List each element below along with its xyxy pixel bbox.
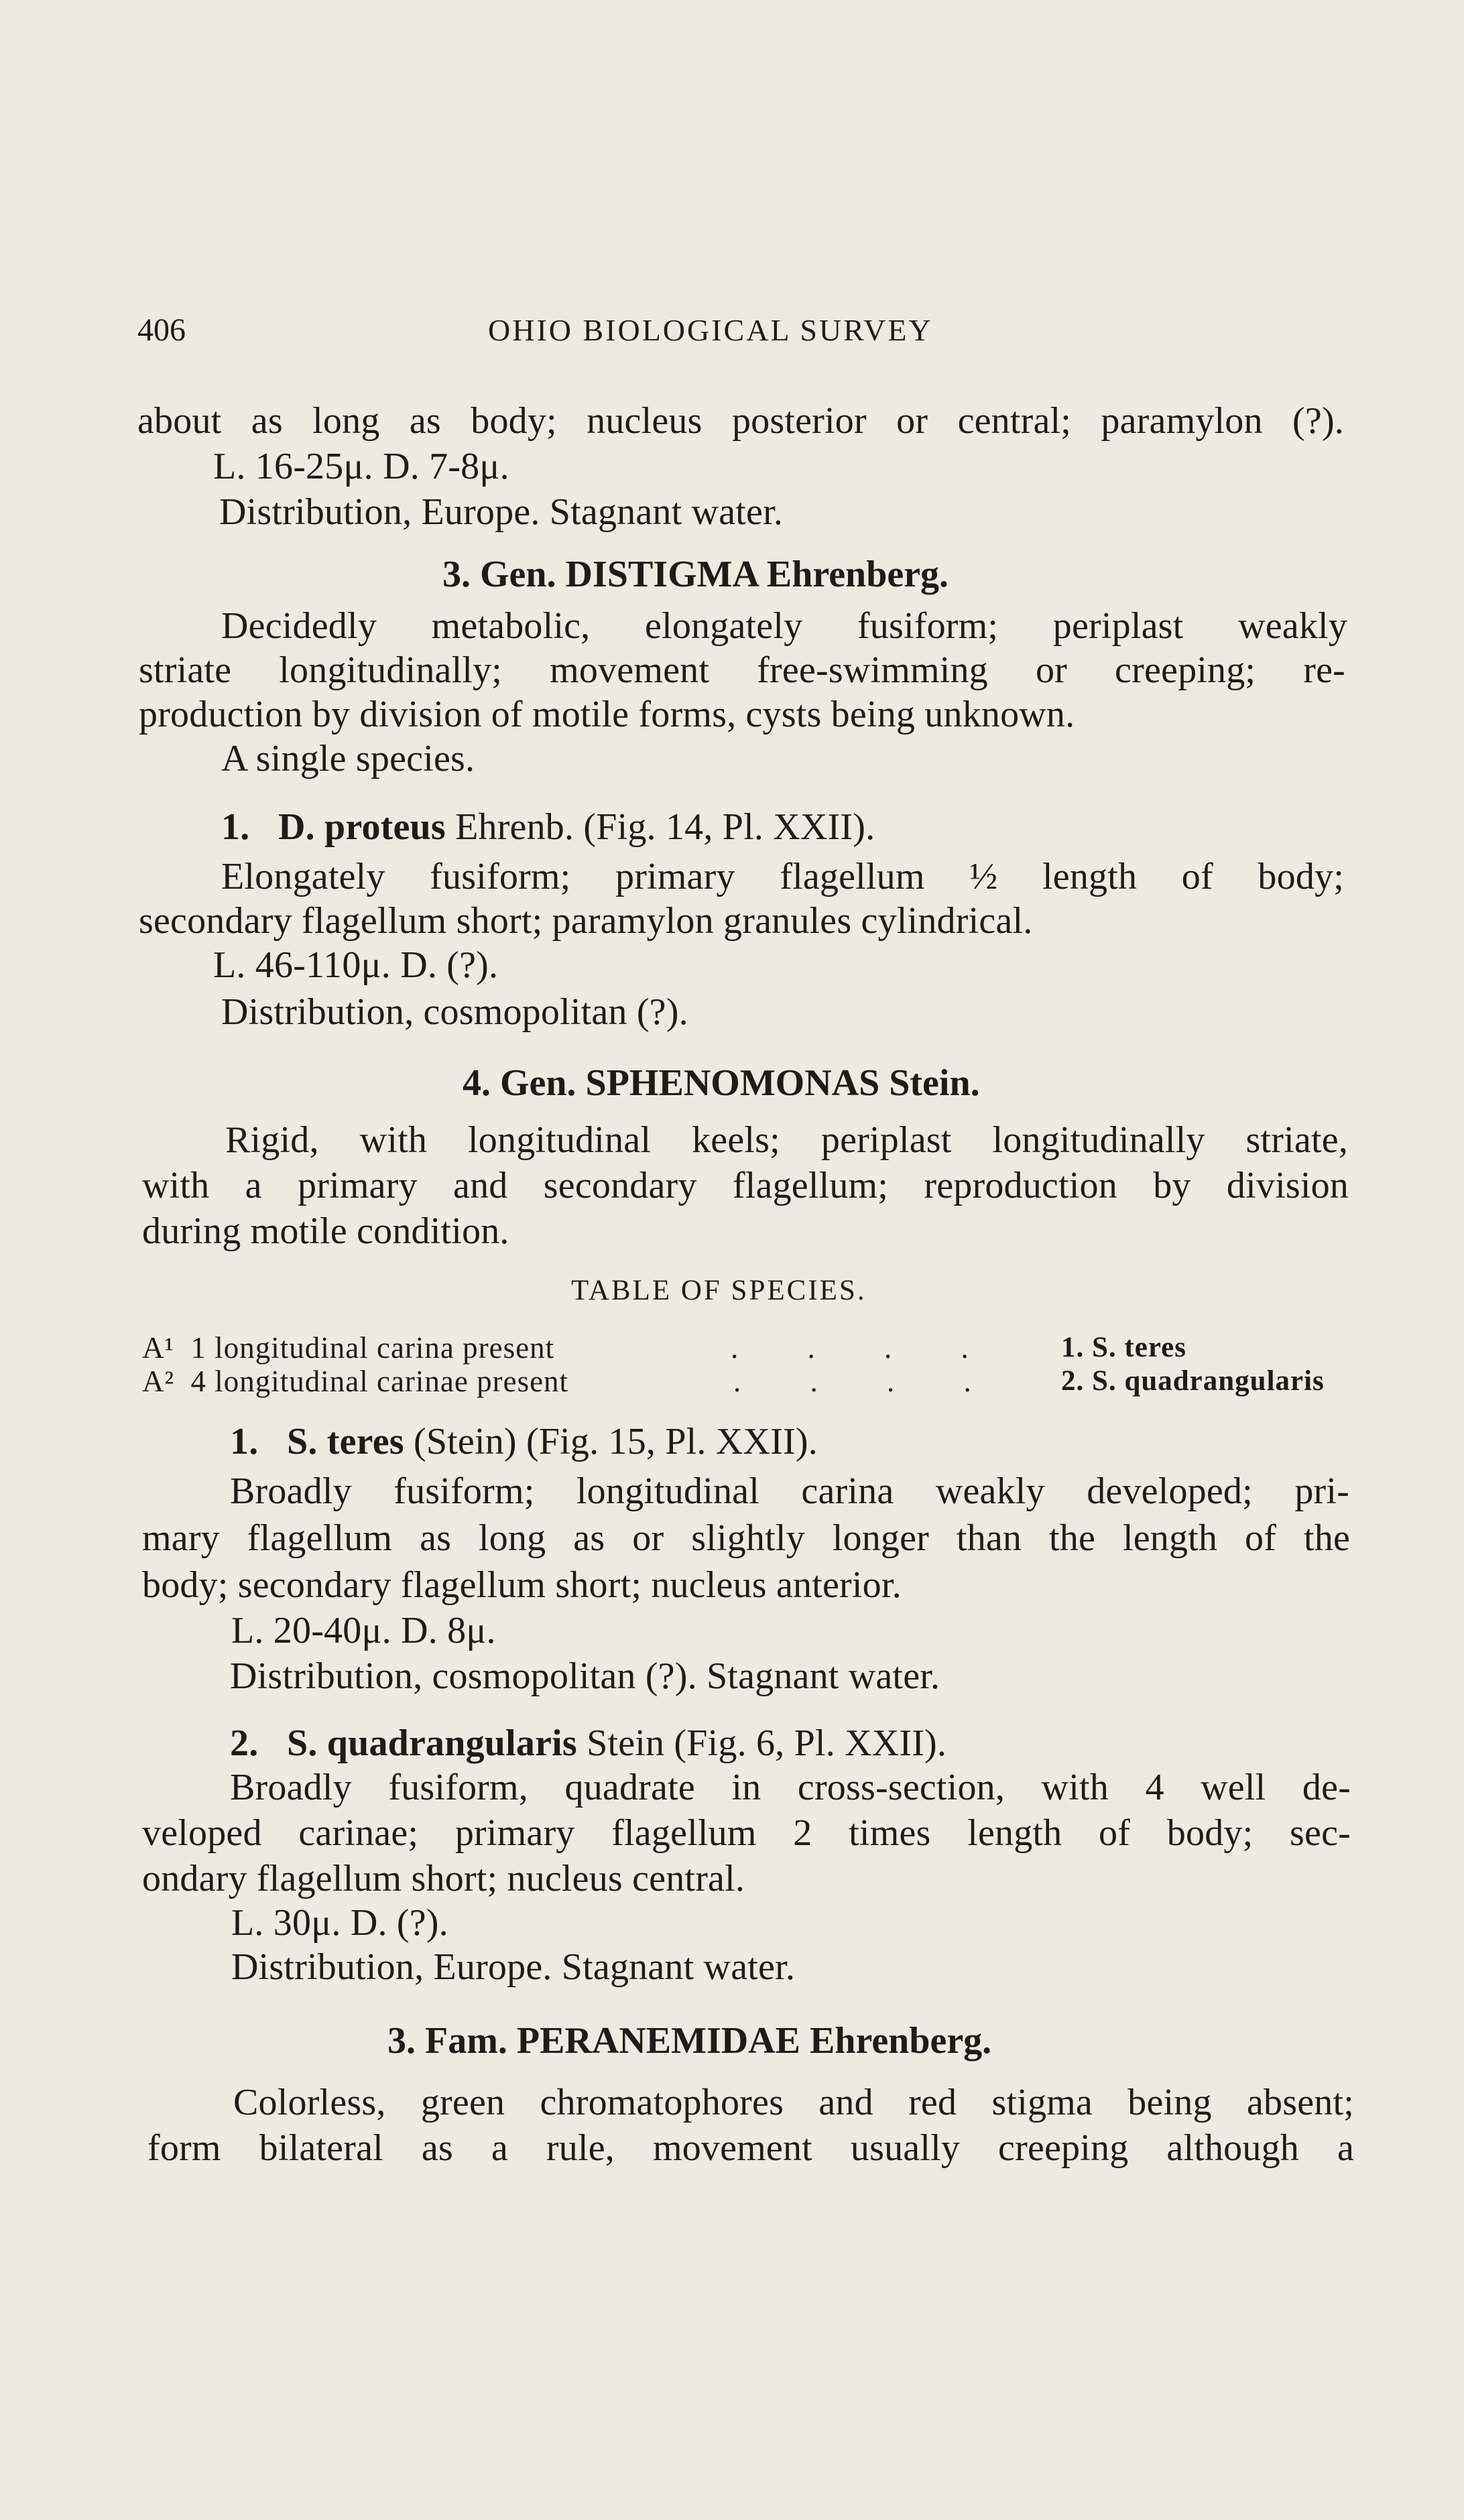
s-quadrangularis-desc-line: veloped carinae; primary flagellum 2 times length of body; sec-	[142, 1812, 1351, 1854]
d-proteus-desc-line: Elongately fusiform; primary flagellum ½ length of body;	[221, 856, 1344, 897]
peranemidae-desc-line: Colorless, green chromatophores and red stigma being absent;	[233, 2082, 1354, 2123]
s-teres-measure: L. 20-40μ. D. 8μ.	[231, 1610, 496, 1651]
sphenomonas-desc-line: during motile condition.	[142, 1210, 509, 1252]
species-entry-s-quadrangularis	[230, 1720, 947, 1767]
page-number: 406	[137, 312, 186, 348]
species-table-title: TABLE OF SPECIES.	[571, 1275, 867, 1306]
table-leader-dots: . . . .	[733, 1365, 1002, 1398]
distigma-desc-line: production by division of motile forms, cysts being unknown.	[139, 694, 1075, 735]
distigma-desc-line: A single species.	[221, 738, 475, 779]
table-result: 1. S. teres	[1061, 1332, 1186, 1363]
species-entry-d-proteus	[221, 804, 875, 850]
family-heading-peranemidae: 3. Fam. PERANEMIDAE Ehrenberg.	[387, 2020, 992, 2062]
continuation-line: about as long as body; nucleus posterior or central; paramylon (?).	[137, 400, 1344, 442]
sphenomonas-desc-line: with a primary and secondary flagellum; reproduction by division	[142, 1165, 1349, 1206]
d-proteus-desc-line: secondary flagellum short; paramylon granules cylindrical.	[139, 900, 1033, 942]
species-author: Stein (Fig. 6, Pl. XXII).	[587, 1722, 947, 1764]
continuation-measure: L. 16-25μ. D. 7-8μ.	[213, 446, 509, 487]
table-criterion: 4 longitudinal carinae present	[190, 1365, 569, 1398]
s-quadrangularis-measure: L. 30μ. D. (?).	[231, 1902, 448, 1944]
table-leader-dots: . . . .	[731, 1331, 999, 1365]
species-number: 1.	[230, 1421, 259, 1462]
continuation-distribution: Distribution, Europe. Stagnant water.	[219, 491, 784, 533]
sphenomonas-desc-line: Rigid, with longitudinal keels; periplast longitudinally striate,	[225, 1119, 1348, 1161]
species-author: (Stein) (Fig. 15, Pl. XXII).	[413, 1421, 818, 1462]
peranemidae-desc-line: form bilateral as a rule, movement usually creeping although a	[147, 2127, 1354, 2169]
species-name: D. proteus	[278, 806, 446, 848]
s-teres-desc-line: Broadly fusiform; longitudinal carina weakly developed; pri-	[230, 1470, 1349, 1512]
s-teres-desc-line: body; secondary flagellum short; nucleus anterior.	[142, 1564, 902, 1606]
s-teres-distribution: Distribution, cosmopolitan (?). Stagnant water.	[230, 1655, 940, 1697]
species-name: S. quadrangularis	[287, 1722, 577, 1764]
s-quadrangularis-desc-line: ondary flagellum short; nucleus central.	[142, 1858, 745, 1899]
genus-heading-sphenomonas: 4. Gen. SPHENOMONAS Stein.	[463, 1062, 980, 1104]
species-number: 2.	[230, 1722, 259, 1764]
table-key: A²	[142, 1365, 174, 1398]
table-key: A¹	[142, 1331, 174, 1365]
species-table-row	[142, 1363, 568, 1400]
species-table-row	[142, 1329, 554, 1367]
s-quadrangularis-distribution: Distribution, Europe. Stagnant water.	[231, 1946, 796, 1988]
species-author: Ehrenb. (Fig. 14, Pl. XXII).	[455, 806, 875, 848]
distigma-desc-line: Decidedly metabolic, elongately fusiform; periplast weakly	[221, 605, 1347, 647]
s-quadrangularis-desc-line: Broadly fusiform, quadrate in cross-section, with 4 well de-	[230, 1767, 1351, 1808]
species-name: S. teres	[287, 1421, 404, 1462]
d-proteus-distribution: Distribution, cosmopolitan (?).	[221, 991, 688, 1033]
table-result: 2. S. quadrangularis	[1061, 1365, 1325, 1397]
running-title: OHIO BIOLOGICAL SURVEY	[488, 313, 933, 347]
species-number: 1.	[221, 806, 250, 848]
d-proteus-measure: L. 46-110μ. D. (?).	[213, 944, 499, 986]
genus-heading-distigma: 3. Gen. DISTIGMA Ehrenberg.	[442, 554, 949, 595]
s-teres-desc-line: mary flagellum as long as or slightly longer than the length of the	[142, 1517, 1350, 1559]
species-entry-s-teres	[230, 1418, 818, 1465]
table-criterion: 1 longitudinal carina present	[190, 1331, 555, 1365]
distigma-desc-line: striate longitudinally; movement free-swimming or creeping; re-	[139, 649, 1345, 691]
